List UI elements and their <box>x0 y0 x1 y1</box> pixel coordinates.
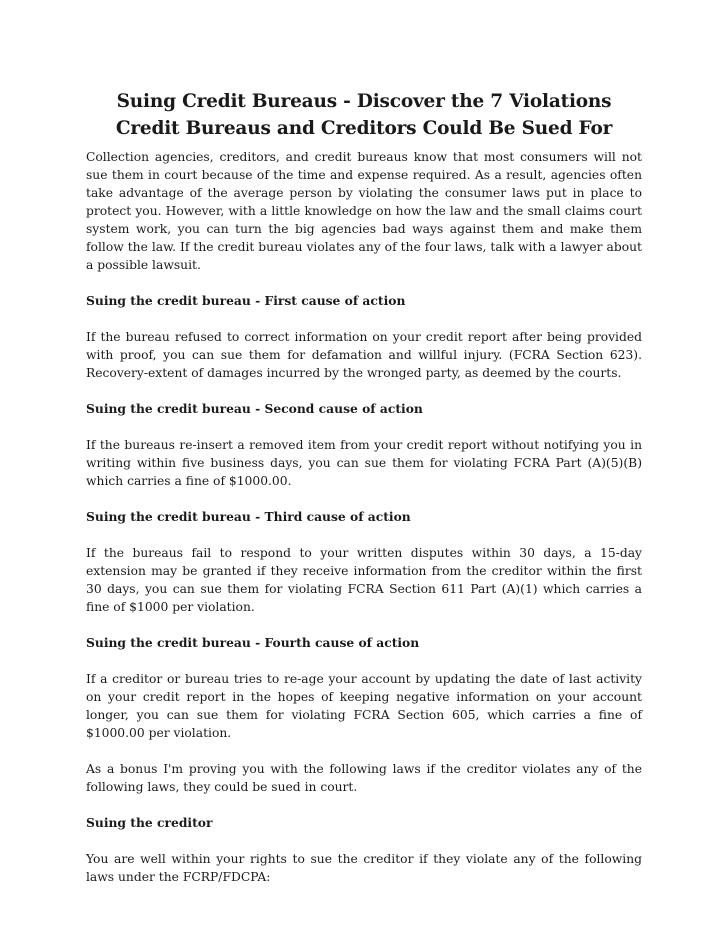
section-body-second-cause: If the bureaus re-insert a removed item from your credit report without notifying you in writing within five business days, you can sue them for violating FCRA Part (A)(5)(B) which carries a fine of $1000.00. <box>86 438 642 488</box>
section-body-suing-creditor: You are well within your rights to sue the creditor if they violate any of the following laws under the FCRP/FDCPA: <box>86 852 642 884</box>
bonus-paragraph: As a bonus I'm proving you with the following laws if the creditor violates any of the following laws, they could be sued in court. <box>86 762 642 794</box>
section-heading-first-cause: Suing the credit bureau - First cause of action <box>86 293 406 308</box>
section-body-fourth-cause: If a creditor or bureau tries to re-age your account by updating the date of last activity on your credit report in the hopes of keeping negative information on your account longer, you can sue them for violating FCRA Section 605, which carries a fine of $1000.00 per violation. <box>86 672 642 740</box>
section-heading-third-cause: Suing the credit bureau - Third cause of action <box>86 509 411 524</box>
section-heading-suing-creditor: Suing the creditor <box>86 815 213 830</box>
section-heading-fourth-cause: Suing the credit bureau - Fourth cause of action <box>86 635 420 650</box>
document-page <box>86 88 642 904</box>
section-heading-second-cause: Suing the credit bureau - Second cause of action <box>86 401 423 416</box>
section-body-first-cause: If the bureau refused to correct information on your credit report after being provided with proof, you can sue them for defamation and willful injury. (FCRA Section 623). Recovery-extent of damages incurred by the wronged party, as deemed by the courts. <box>86 330 642 380</box>
section-body-third-cause: If the bureaus fail to respond to your written disputes within 30 days, a 15-day extension may be granted if they receive information from the creditor within the first 30 days, you can sue them for violating FCRA Section 611 Part (A)(1) which carries a fine of $1000 per violation. <box>86 546 642 614</box>
intro-paragraph: Collection agencies, creditors, and credit bureaus know that most consumers will not sue them in court because of the time and expense required. As a result, agencies often take advantage of the average person by violating the consumer laws put in place to protect you. However, with a little knowledge on how the law and the small claims court system work, you can turn the big agencies bad ways against them and make them follow the law. If the credit bureau violates any of the four laws, talk with a lawyer about a possible lawsuit. <box>86 150 642 272</box>
document-title: Suing Credit Bureaus - Discover the 7 Violations Credit Bureaus and Creditors Could Be Sued For <box>115 91 613 139</box>
